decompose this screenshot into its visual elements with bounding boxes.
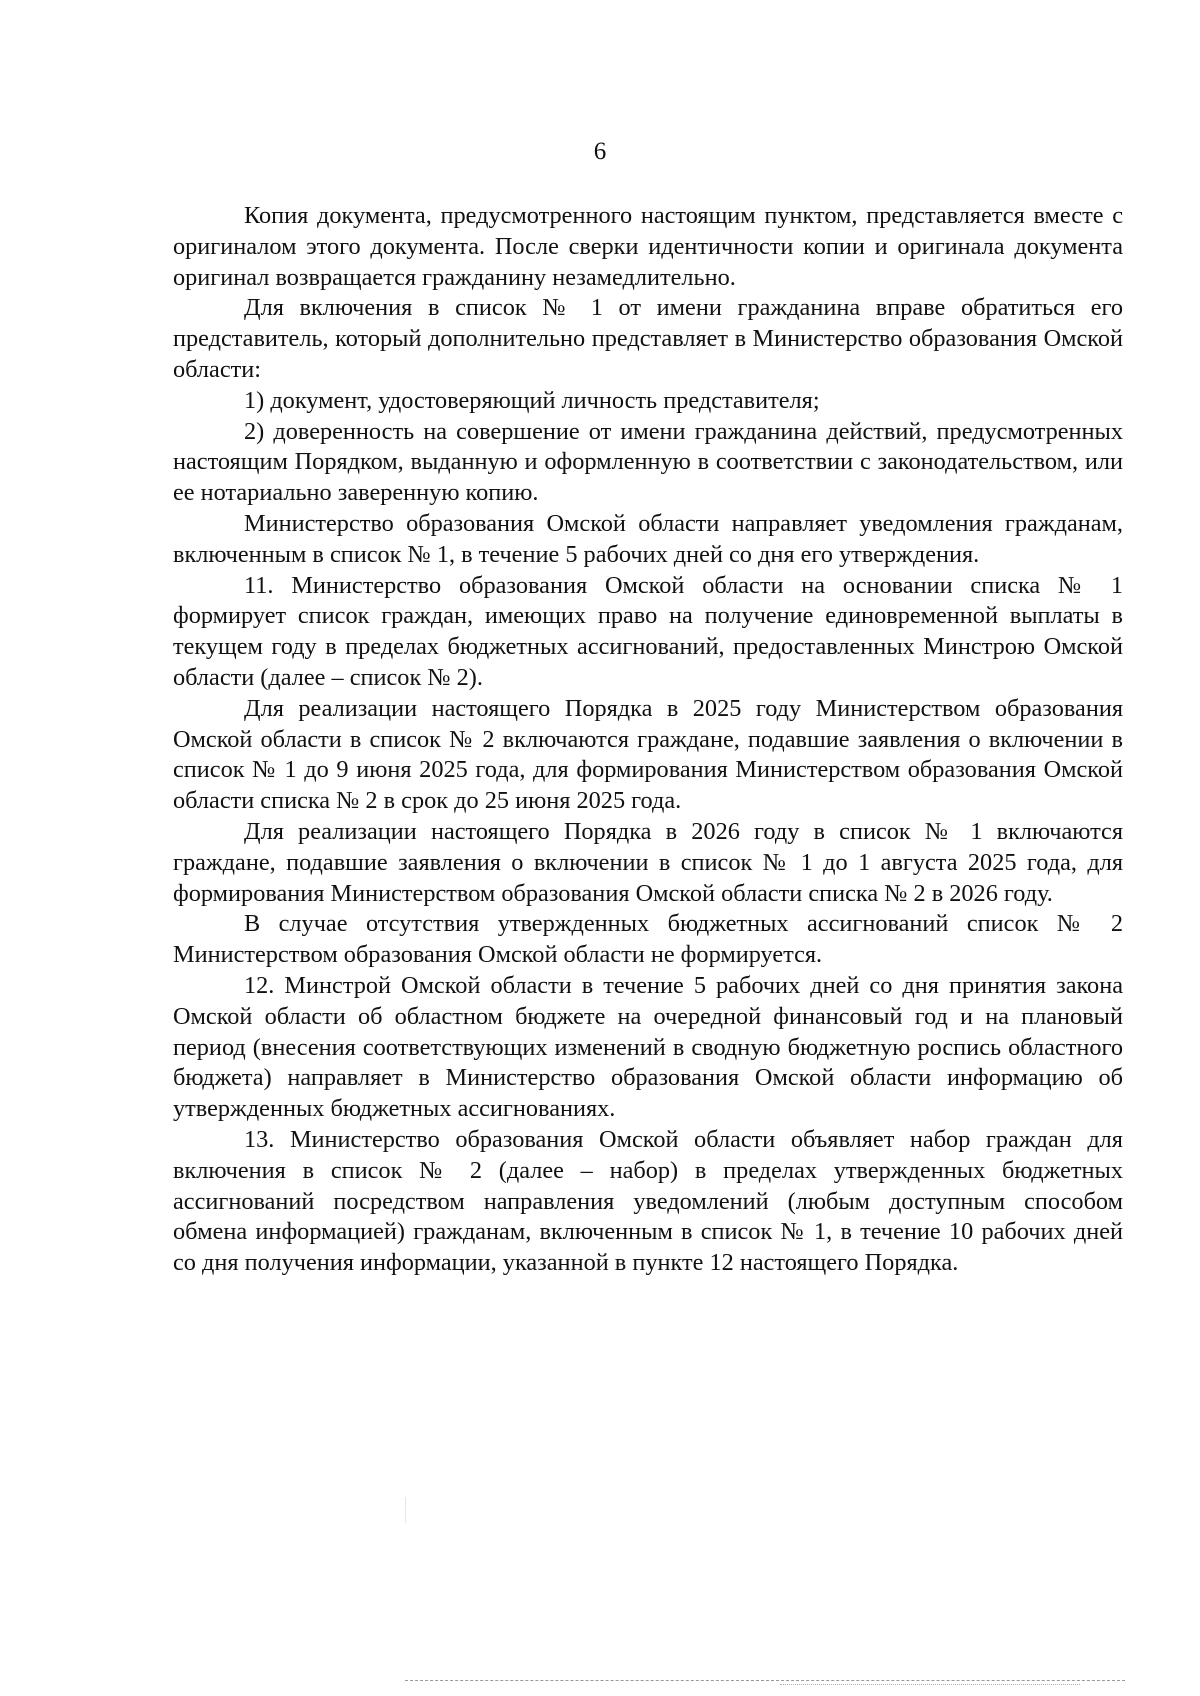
scan-artifact — [405, 1497, 406, 1523]
scan-edge-line — [405, 1680, 1125, 1681]
paragraph-representative: Для включения в список № 1 от имени гражданина вправе обратиться его представитель, который дополнительно представляет в Министерство образования Омской области: — [173, 294, 1123, 383]
paragraph-clause-12: 12. Минстрой Омской области в течение 5 рабочих дней со дня принятия закона Омской области об областном бюджете на очередной финансовый год и на плановый период (внесения соответствующих изменений в сводную бюджетную роспись областного бюджета) направляет в Министерство образования Омской области информацию об утвержденных бюджетных ассигнованиях. — [173, 971, 1123, 1123]
paragraph-2026-implementation: Для реализации настоящего Порядка в 2026 году в список № 1 включаются граждане, подавшие заявления о включении в список № 1 до 1 августа 2025 года, для формирования Министерством образования Омской области списка № 2 в 2026 году. — [173, 817, 1123, 907]
paragraph-clause-13: 13. Министерство образования Омской области объявляет набор граждан для включения в список № 2 (далее – набор) в пределах утвержденных бюджетных ассигнований посредством направления уведомлений (любым доступным способом обмена информацией) гражданам, включенным в список № 1, в течение 10 рабочих дней со дня получения информации, указанной в пункте 12 настоящего Порядка. — [173, 1125, 1123, 1277]
paragraph-copy-document: Копия документа, предусмотренного настоящим пунктом, представляется вместе с оригиналом этого документа. После сверки идентичности копии и оригинала документа оригинал возвращается гражданину незамедлительно. — [173, 202, 1123, 291]
paragraph-clause-11: 11. Министерство образования Омской области на основании списка № 1 формирует список граждан, имеющих право на получение единовременной выплаты в текущем году в пределах бюджетных ассигнований, предоставленных Минстрою Омской области (далее – список № 2). — [173, 571, 1123, 691]
page-number: 6 — [593, 138, 607, 165]
scan-edge-line-secondary — [780, 1684, 1080, 1685]
paragraph-2025-implementation: Для реализации настоящего Порядка в 2025 году Министерством образования Омской области в список № 2 включаются граждане, подавшие заявления о включении в список № 1 до 9 июня 2025 года, для формирования Министерством образования Омской области списка № 2 в срок до 25 июня 2025 года. — [173, 694, 1123, 815]
paragraph-no-allocations: В случае отсутствия утвержденных бюджетных ассигнований список № 2 Министерством образования Омской области не формируется. — [173, 910, 1123, 969]
list-item-power-of-attorney: 2) доверенность на совершение от имени гражданина действий, предусмотренных настоящим Порядком, выданную и оформленную в соответствии с законодательством, или ее нотариально заверенную копию. — [173, 417, 1123, 507]
paragraph-notifications: Министерство образования Омской области направляет уведомления гражданам, включенным в список № 1, в течение 5 рабочих дней со дня его утверждения. — [173, 509, 1123, 568]
list-item-identity-document: 1) документ, удостоверяющий личность представителя; — [244, 386, 820, 414]
document-body — [173, 201, 1123, 1279]
